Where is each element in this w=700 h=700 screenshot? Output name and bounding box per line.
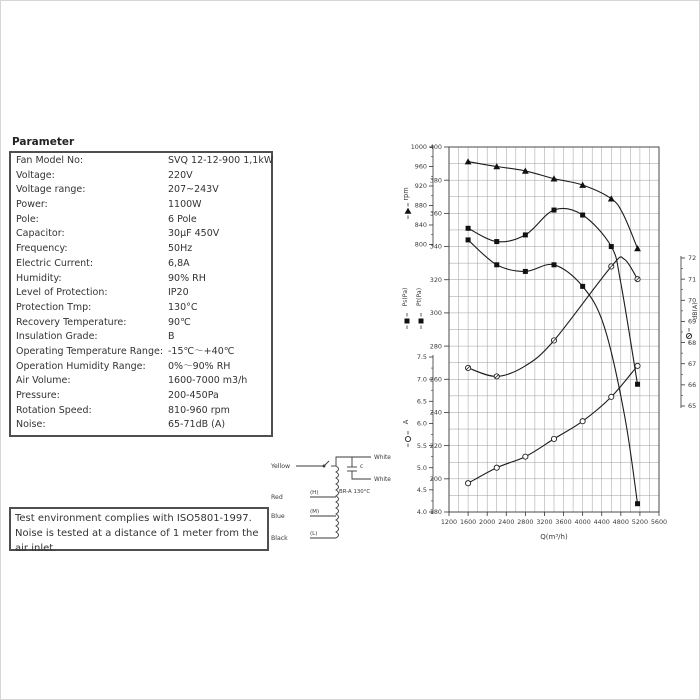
curve-static-pressure-Ps — [468, 240, 637, 504]
svg-text:800: 800 — [414, 240, 427, 249]
svg-text:4800: 4800 — [612, 518, 629, 526]
param-value: B — [168, 331, 175, 343]
param-label: Operating Temperature Range: — [16, 345, 164, 357]
svg-text:71: 71 — [688, 275, 697, 284]
axis-noise — [681, 254, 699, 410]
triangle-marker — [405, 208, 412, 214]
param-label: Voltage: — [16, 169, 55, 181]
svg-text:6.5: 6.5 — [416, 397, 427, 406]
param-row — [11, 389, 271, 404]
markers-current-A — [465, 363, 640, 486]
curve-noise-dB — [468, 257, 637, 377]
white-lead-bottom — [352, 471, 371, 479]
param-value: 6 Pole — [168, 213, 197, 225]
svg-text:400: 400 — [429, 143, 442, 152]
param-value: IP20 — [168, 287, 189, 299]
svg-text:240: 240 — [429, 408, 442, 417]
circle-marker — [523, 454, 528, 459]
param-label: Protection Tmp: — [16, 301, 92, 313]
param-label: Voltage range: — [16, 184, 86, 196]
param-label: Insulation Grade: — [16, 331, 98, 343]
axis-current — [402, 353, 433, 516]
param-row — [11, 301, 271, 316]
triangle-marker — [465, 158, 472, 164]
square-marker — [552, 262, 557, 267]
svg-text:Pt(Pa): Pt(Pa) — [416, 287, 423, 307]
param-label: Electric Current: — [16, 257, 94, 269]
square-marker — [466, 237, 471, 242]
svg-text:4.5: 4.5 — [416, 486, 427, 495]
circle-marker — [465, 481, 470, 486]
svg-text:Blue: Blue — [271, 513, 285, 520]
param-row — [11, 374, 271, 389]
svg-text:1600: 1600 — [459, 518, 477, 526]
square-marker — [580, 213, 585, 218]
svg-text:320: 320 — [429, 275, 442, 284]
wiring-labels — [270, 455, 391, 542]
svg-text:rpm: rpm — [402, 187, 410, 201]
svg-text:(L): (L) — [310, 531, 318, 537]
svg-text:340: 340 — [429, 242, 442, 251]
circle-marker — [635, 363, 640, 368]
svg-text:A: A — [402, 419, 410, 425]
square-marker — [494, 262, 499, 267]
svg-text:69: 69 — [688, 317, 697, 326]
svg-text:4.0: 4.0 — [416, 508, 427, 517]
param-value: 1100W — [168, 199, 202, 211]
param-value: 90℃ — [168, 316, 191, 328]
parameter-table — [9, 151, 273, 437]
axis-rpm — [402, 143, 433, 249]
legend-pressure — [402, 288, 424, 329]
svg-text:840: 840 — [414, 221, 427, 230]
fan-performance-chart — [391, 139, 700, 594]
param-value: 220V — [168, 169, 193, 181]
svg-text:3200: 3200 — [536, 518, 553, 526]
svg-text:4000: 4000 — [574, 518, 591, 526]
param-label: Air Volume: — [16, 375, 71, 387]
svg-text:180: 180 — [429, 508, 442, 517]
param-label: Power: — [16, 199, 48, 211]
square-marker — [523, 232, 528, 237]
param-row — [11, 272, 271, 287]
svg-text:360: 360 — [429, 209, 442, 218]
param-value: 1600-7000 m3/h — [168, 375, 248, 387]
param-label: Humidity: — [16, 272, 62, 284]
svg-text:380: 380 — [429, 176, 442, 185]
param-value: 6,8A — [168, 257, 190, 269]
svg-text:67: 67 — [688, 359, 697, 368]
svg-text:65: 65 — [688, 402, 697, 411]
svg-text:280: 280 — [429, 342, 442, 351]
param-row — [11, 227, 271, 242]
svg-text:2400: 2400 — [498, 518, 515, 526]
param-value: -15℃～+40℃ — [168, 345, 235, 357]
param-value: 30μF 450V — [168, 228, 220, 240]
svg-text:White: White — [374, 477, 391, 483]
svg-text:200: 200 — [429, 475, 442, 484]
markers-total-pressure-Pt — [466, 208, 640, 387]
svg-text:5200: 5200 — [631, 518, 649, 526]
param-row — [11, 213, 271, 228]
test-environment-note: Test environment complies with ISO5801-1997. Noise is tested at a distance of 1 meter from the air inlet. — [9, 507, 269, 551]
param-row — [11, 404, 271, 419]
markers-static-pressure-Ps — [466, 237, 640, 506]
param-row — [11, 169, 271, 184]
param-label: Level of Protection: — [16, 287, 108, 299]
square-marker — [523, 269, 528, 274]
square-marker — [635, 382, 640, 387]
square-marker — [635, 501, 640, 506]
svg-text:960: 960 — [414, 162, 427, 171]
triangle-marker — [608, 195, 615, 201]
square-marker — [419, 319, 424, 324]
param-value: SVQ 12-12-900 1,1kW — [168, 155, 274, 166]
param-value: 0%～90% RH — [168, 360, 231, 372]
param-row — [11, 286, 271, 301]
svg-text:4400: 4400 — [593, 518, 610, 526]
circle-marker — [405, 436, 410, 441]
param-row — [11, 183, 271, 198]
svg-text:70: 70 — [688, 296, 697, 305]
param-value: 207~243V — [168, 184, 219, 196]
svg-text:2000: 2000 — [479, 518, 496, 526]
svg-text:72: 72 — [688, 254, 697, 263]
svg-text:Black: Black — [271, 535, 288, 542]
svg-text:Yellow: Yellow — [271, 463, 291, 470]
wiring-diagram — [266, 449, 401, 559]
param-row — [11, 257, 271, 272]
square-marker — [609, 244, 614, 249]
svg-text:68: 68 — [688, 338, 697, 347]
square-marker — [494, 239, 499, 244]
square-marker — [466, 226, 471, 231]
svg-text:880: 880 — [414, 201, 427, 210]
markers-rotation-speed-rpm — [465, 158, 641, 251]
white-lead-top — [336, 457, 371, 466]
curve-current-A — [468, 366, 637, 483]
axis-air-volume — [441, 512, 667, 541]
param-label: Fan Model No: — [16, 155, 84, 166]
param-label: Operation Humidity Range: — [16, 360, 146, 372]
svg-text:BR-A 130°C: BR-A 130°C — [339, 489, 371, 495]
svg-text:2800: 2800 — [517, 518, 534, 526]
svg-text:7.5: 7.5 — [416, 353, 427, 362]
svg-text:1000: 1000 — [410, 143, 427, 152]
svg-text:220: 220 — [429, 441, 442, 450]
curve-rotation-speed-rpm — [468, 162, 637, 249]
square-marker — [580, 284, 585, 289]
chart-curves — [465, 158, 641, 506]
svg-text:Ps(Pa): Ps(Pa) — [402, 287, 409, 307]
param-label: Recovery Temperature: — [16, 316, 127, 328]
circle-marker — [494, 465, 499, 470]
svg-text:(H): (H) — [310, 490, 319, 496]
param-label: Pressure: — [16, 390, 60, 401]
circle-marker — [609, 394, 614, 399]
square-marker — [552, 208, 557, 213]
param-label: Pole: — [16, 213, 39, 225]
svg-text:c: c — [360, 464, 364, 470]
svg-text:66: 66 — [688, 381, 697, 390]
chart-grid — [449, 147, 659, 512]
param-value: 65-71dB (A) — [168, 419, 226, 431]
svg-text:dB(A): dB(A) — [692, 302, 699, 320]
param-value: 130°C — [168, 301, 198, 313]
svg-text:260: 260 — [429, 375, 442, 384]
svg-text:5.0: 5.0 — [416, 463, 427, 472]
svg-text:White: White — [374, 455, 391, 461]
svg-text:7.0: 7.0 — [416, 375, 427, 384]
circle-marker — [580, 419, 585, 424]
svg-text:3600: 3600 — [555, 518, 572, 526]
svg-text:300: 300 — [429, 309, 442, 318]
svg-text:5600: 5600 — [650, 518, 668, 526]
svg-text:Q(m³/h): Q(m³/h) — [540, 533, 568, 541]
param-row — [11, 360, 271, 375]
param-row — [11, 330, 271, 345]
param-value: 50Hz — [168, 243, 193, 255]
svg-text:(M): (M) — [310, 509, 320, 515]
param-label: Capacitor: — [16, 228, 65, 240]
param-row — [11, 242, 271, 257]
svg-text:920: 920 — [414, 182, 427, 191]
param-row — [11, 154, 274, 169]
square-marker — [405, 319, 410, 324]
svg-text:Red: Red — [271, 494, 283, 501]
param-row — [11, 418, 271, 433]
param-row — [11, 316, 271, 331]
param-value: 90% RH — [168, 272, 206, 284]
svg-text:1200: 1200 — [440, 518, 458, 526]
param-label: Rotation Speed: — [16, 404, 92, 416]
param-row — [11, 345, 271, 360]
param-label: Frequency: — [16, 243, 68, 255]
param-row — [11, 198, 271, 213]
circle-marker — [551, 436, 556, 441]
param-value: 810-960 rpm — [168, 404, 230, 416]
param-value: 200-450Pa — [168, 390, 219, 401]
param-label: Noise: — [16, 419, 46, 431]
svg-text:5.5: 5.5 — [416, 441, 427, 450]
motor-winding — [336, 466, 339, 538]
parameter-table-heading: Parameter — [12, 136, 75, 148]
svg-text:6.0: 6.0 — [416, 419, 427, 428]
